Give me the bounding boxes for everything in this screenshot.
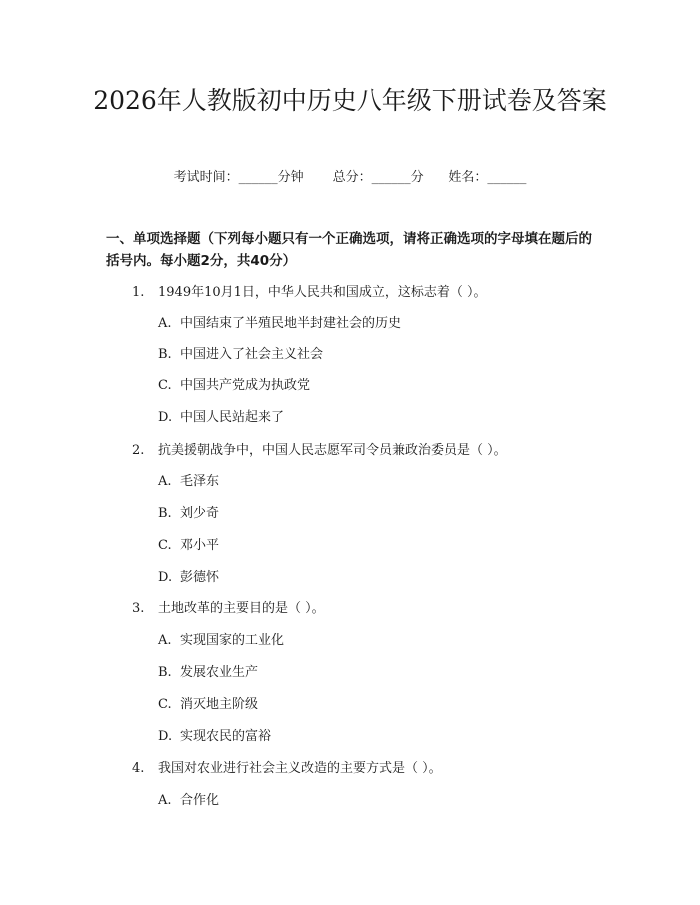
- question-1-option-a: [158, 315, 401, 333]
- option-text: 发展农业生产: [180, 665, 259, 680]
- option-text: 合作化: [180, 793, 220, 808]
- option-text: 中国共产党成为执政党: [180, 378, 311, 393]
- question-number: 3.: [132, 601, 145, 616]
- option-letter: D.: [158, 570, 173, 585]
- option-letter: A.: [158, 633, 172, 648]
- option-letter: A.: [158, 474, 172, 489]
- page-title: 2026年人教版初中历史八年级下册试卷及答案: [93, 86, 607, 115]
- question-3-option-d: [158, 728, 271, 746]
- option-letter: B.: [158, 347, 172, 362]
- question-2-option-c: [158, 537, 219, 555]
- option-text: 中国人民站起来了: [180, 410, 285, 425]
- option-letter: C.: [158, 378, 172, 393]
- option-text: 彭德怀: [180, 570, 220, 585]
- option-letter: A.: [158, 793, 172, 808]
- question-number: 2.: [132, 443, 145, 458]
- question-1: [132, 284, 487, 302]
- name-label: 姓名：: [448, 170, 488, 185]
- option-letter: D.: [158, 729, 173, 744]
- question-2: [132, 442, 507, 460]
- option-text: 消灭地主阶级: [180, 697, 259, 712]
- question-3-option-b: [158, 664, 258, 682]
- time-blank: ______: [238, 170, 278, 185]
- question-2-option-a: [158, 473, 219, 491]
- option-letter: C.: [158, 538, 172, 553]
- question-2-option-b: [158, 505, 219, 523]
- option-text: 中国结束了半殖民地半封建社会的历史: [180, 316, 402, 331]
- question-text: 抗美援朝战争中，中国人民志愿军司令员兼政治委员是（ ）。: [158, 443, 507, 458]
- score-label: 总分：: [332, 170, 372, 185]
- question-3: [132, 600, 325, 618]
- option-letter: D.: [158, 410, 173, 425]
- question-text: 1949年10月1日，中华人民共和国成立，这标志着（ ）。: [158, 285, 487, 300]
- option-letter: C.: [158, 697, 172, 712]
- option-text: 邓小平: [180, 538, 220, 553]
- question-text: 土地改革的主要目的是（ ）。: [158, 601, 325, 616]
- option-text: 实现国家的工业化: [180, 633, 285, 648]
- exam-meta-line: [0, 169, 700, 187]
- section-heading: 一、单项选择题（下列每小题只有一个正确选项，请将正确选项的字母填在题后的括号内。每小题2分，共40分）: [106, 231, 592, 269]
- option-letter: B.: [158, 665, 172, 680]
- question-1-option-d: [158, 409, 284, 427]
- name-blank: ______: [487, 170, 527, 185]
- question-3-option-c: [158, 696, 258, 714]
- question-1-option-b: [158, 346, 323, 364]
- question-3-option-a: [158, 632, 284, 650]
- score-unit: 分: [410, 170, 424, 185]
- score-blank: ______: [371, 170, 411, 185]
- question-4-option-a: [158, 792, 219, 810]
- option-text: 中国进入了社会主义社会: [180, 347, 324, 362]
- question-1-option-c: [158, 377, 310, 395]
- time-unit: 分钟: [277, 170, 304, 185]
- question-4: [132, 760, 442, 778]
- question-number: 1.: [132, 285, 145, 300]
- option-text: 毛泽东: [180, 474, 220, 489]
- option-text: 刘少奇: [180, 506, 220, 521]
- time-label: 考试时间：: [173, 170, 239, 185]
- option-letter: B.: [158, 506, 172, 521]
- question-number: 4.: [132, 761, 145, 776]
- question-text: 我国对农业进行社会主义改造的主要方式是（ ）。: [158, 761, 442, 776]
- option-letter: A.: [158, 316, 172, 331]
- option-text: 实现农民的富裕: [180, 729, 272, 744]
- question-2-option-d: [158, 569, 219, 587]
